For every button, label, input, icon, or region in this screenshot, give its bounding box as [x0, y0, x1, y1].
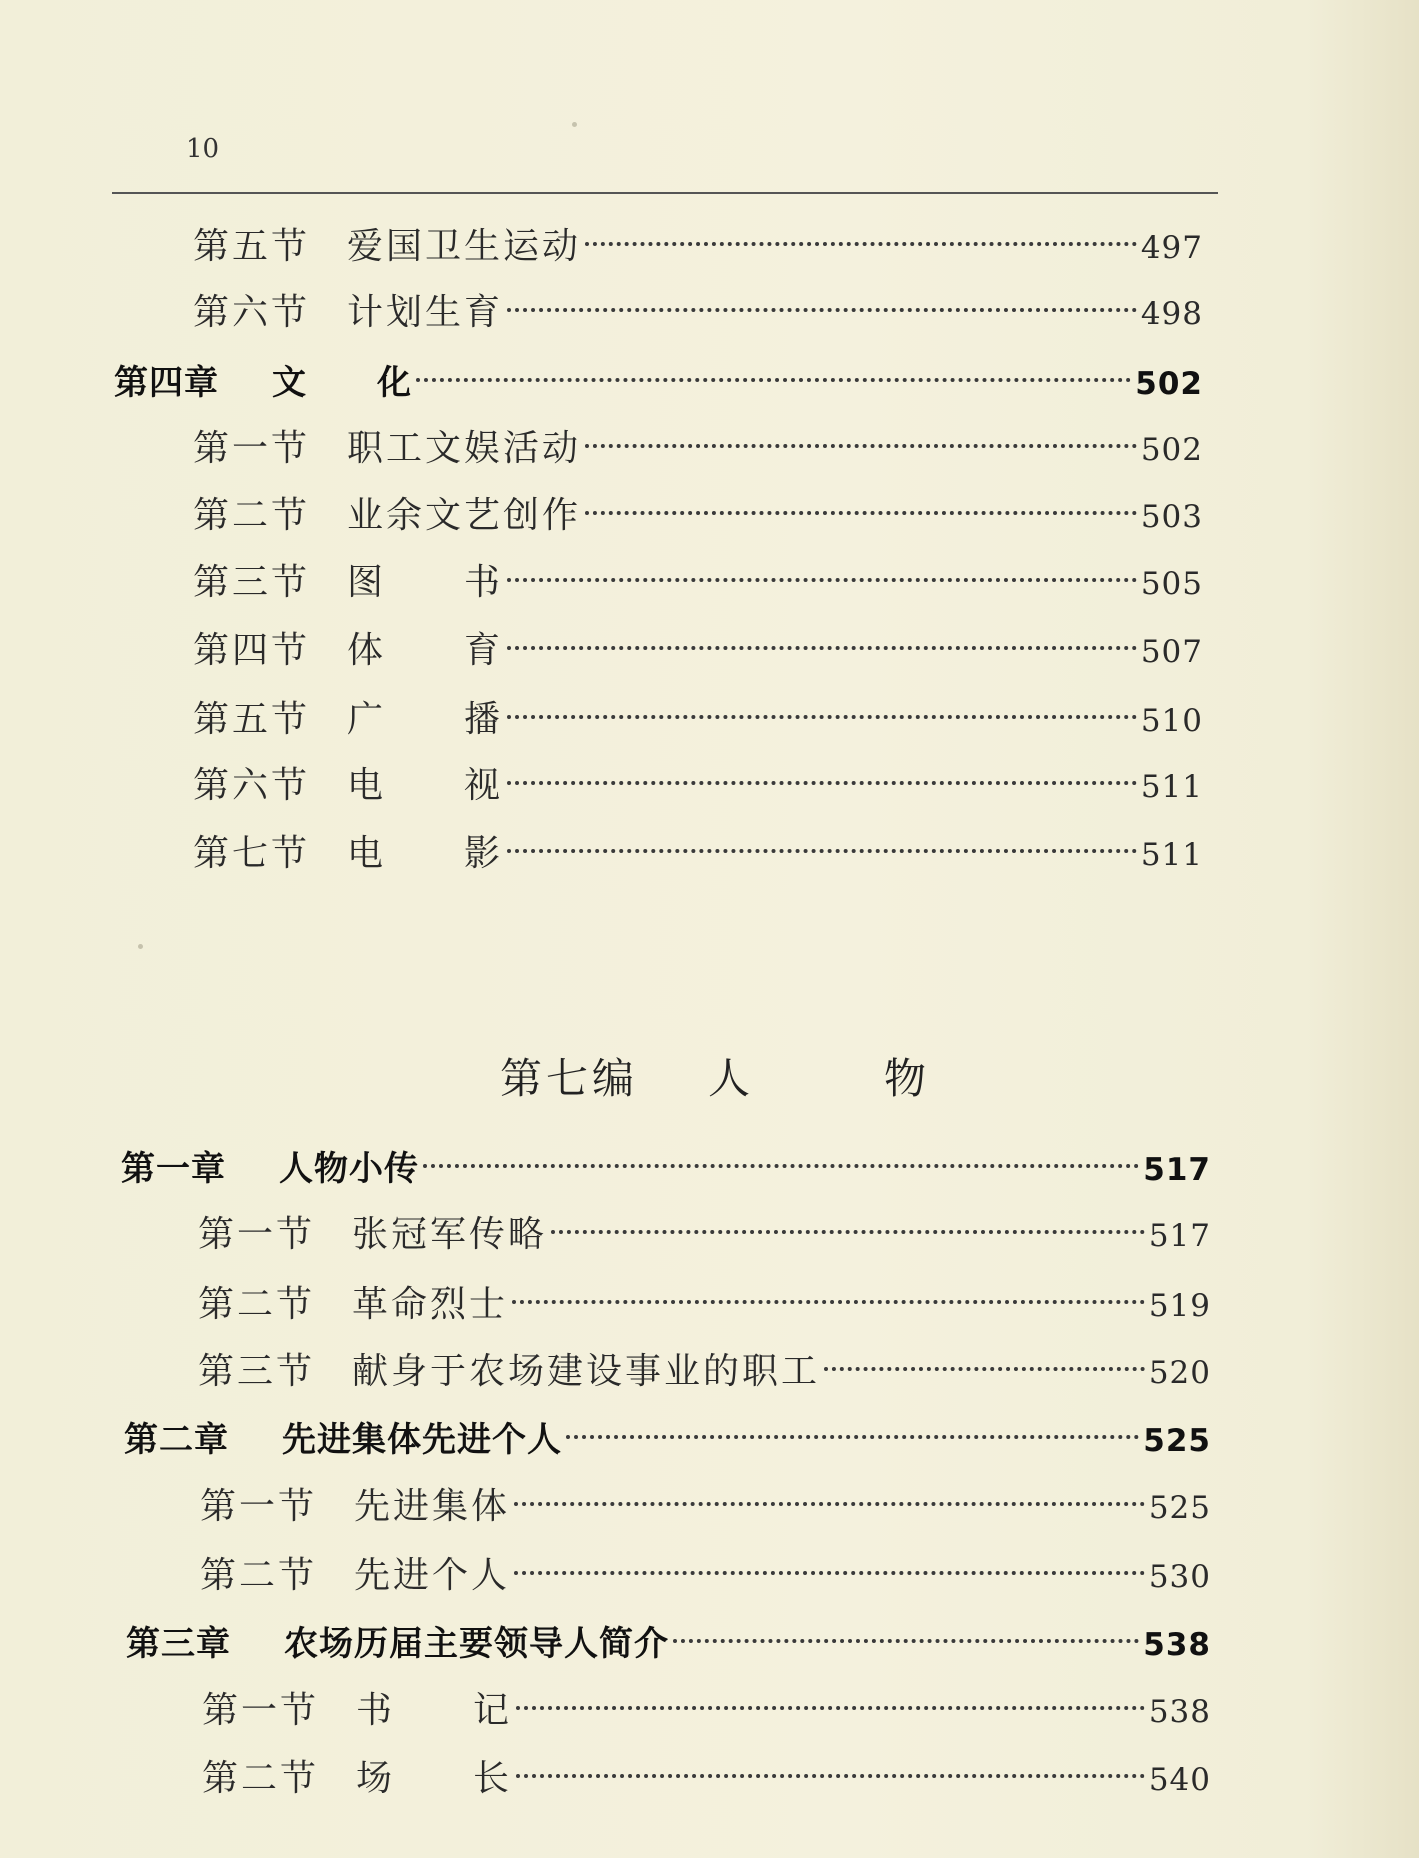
entry-page: 538 — [1148, 1694, 1211, 1730]
toc-entry[interactable] — [202, 1688, 1211, 1734]
toc-entry[interactable] — [200, 1484, 1211, 1530]
dot-leader — [585, 444, 1137, 448]
dot-leader — [507, 781, 1137, 785]
entry-title: 张冠军传略 — [352, 1214, 548, 1255]
entry-title: 计划生育 — [347, 292, 504, 333]
entry-page: 498 — [1140, 296, 1203, 332]
part-title-first: 人 — [708, 1054, 755, 1103]
entry-label: 第一节 — [198, 1214, 316, 1255]
entry-page: 517 — [1143, 1152, 1211, 1188]
dot-leader — [551, 1230, 1145, 1234]
entry-page: 525 — [1143, 1423, 1211, 1459]
entry-title: 业余文艺创作 — [347, 495, 582, 536]
dot-leader — [585, 242, 1137, 246]
toc-chapter-entry[interactable] — [126, 1621, 1211, 1667]
entry-label: 第一节 — [202, 1690, 320, 1731]
chapter-label: 第二章 — [124, 1420, 229, 1460]
entry-page: 520 — [1148, 1355, 1211, 1391]
toc-chapter-entry[interactable] — [114, 360, 1203, 406]
entry-label: 第二节 — [193, 495, 311, 536]
part-label: 第七编 — [500, 1054, 639, 1103]
entry-label: 第五节 — [193, 699, 311, 740]
entry-page: 502 — [1135, 366, 1203, 402]
entry-page: 540 — [1148, 1762, 1211, 1798]
entry-label: 第六节 — [193, 765, 311, 806]
entry-label: 第二节 — [198, 1284, 316, 1325]
entry-title: 先进集体 — [354, 1486, 511, 1527]
page-number: 10 — [186, 134, 220, 164]
chapter-title: 农场历届主要领导人简介 — [284, 1624, 669, 1664]
chapter-label: 第一章 — [121, 1149, 226, 1189]
toc-entry[interactable] — [193, 831, 1203, 877]
dot-leader — [416, 378, 1131, 382]
toc-entry[interactable] — [198, 1282, 1211, 1328]
entry-page: 517 — [1148, 1218, 1211, 1254]
toc-chapter-entry[interactable] — [124, 1417, 1211, 1463]
toc-chapter-entry[interactable] — [121, 1146, 1211, 1192]
chapter-title: 人物小传 — [279, 1149, 419, 1189]
entry-page: 511 — [1140, 837, 1203, 873]
dot-leader — [507, 578, 1137, 582]
entry-label: 第三节 — [193, 562, 311, 603]
dot-leader — [585, 511, 1137, 515]
dot-leader — [507, 849, 1137, 853]
toc-entry[interactable] — [198, 1349, 1211, 1395]
dot-leader — [423, 1164, 1139, 1168]
part-heading — [500, 1046, 930, 1106]
entry-title: 职工文娱活动 — [347, 428, 582, 469]
entry-page: 538 — [1143, 1627, 1211, 1663]
toc-entry[interactable] — [193, 628, 1203, 674]
dot-leader — [514, 1502, 1145, 1506]
toc-entry[interactable] — [193, 763, 1203, 809]
entry-page: 519 — [1148, 1288, 1211, 1324]
toc-entry[interactable] — [198, 1212, 1211, 1258]
chapter-title: 先进集体先进个人 — [282, 1420, 562, 1460]
entry-page: 505 — [1140, 566, 1203, 602]
entry-title: 电 视 — [347, 765, 504, 806]
entry-label: 第二节 — [202, 1758, 320, 1799]
paper-speck — [572, 122, 577, 127]
entry-label: 第一节 — [200, 1486, 318, 1527]
entry-page: 503 — [1140, 499, 1203, 535]
dot-leader — [516, 1706, 1145, 1710]
entry-title: 电 影 — [347, 833, 504, 874]
entry-page: 525 — [1148, 1490, 1211, 1526]
dot-leader — [514, 1571, 1145, 1575]
toc-entry[interactable] — [193, 224, 1203, 270]
entry-page: 530 — [1148, 1559, 1211, 1595]
chapter-label: 第三章 — [126, 1624, 231, 1664]
toc-entry[interactable] — [200, 1553, 1211, 1599]
entry-title: 广 播 — [347, 699, 504, 740]
toc-entry[interactable] — [202, 1756, 1211, 1802]
header-rule — [112, 192, 1218, 194]
entry-title: 体 育 — [347, 630, 504, 671]
entry-title: 场 长 — [356, 1758, 513, 1799]
dot-leader — [507, 646, 1137, 650]
toc-entry[interactable] — [193, 697, 1203, 743]
dot-leader — [824, 1367, 1145, 1371]
toc-entry[interactable] — [193, 560, 1203, 606]
entry-title: 革命烈士 — [352, 1284, 509, 1325]
part-title-second: 物 — [884, 1054, 931, 1103]
chapter-label: 第四章 — [114, 363, 219, 403]
dot-leader — [507, 308, 1137, 312]
toc-entry[interactable] — [193, 426, 1203, 472]
entry-page: 510 — [1140, 703, 1203, 739]
dot-leader — [673, 1639, 1139, 1643]
dot-leader — [516, 1774, 1145, 1778]
entry-label: 第一节 — [193, 428, 311, 469]
entry-title: 书 记 — [356, 1690, 513, 1731]
toc-entry[interactable] — [193, 493, 1203, 539]
dot-leader — [507, 715, 1137, 719]
entry-page: 507 — [1140, 634, 1203, 670]
toc-entry[interactable] — [193, 290, 1203, 336]
entry-title: 图 书 — [347, 562, 504, 603]
paper-speck — [138, 944, 143, 949]
entry-label: 第三节 — [198, 1351, 316, 1392]
entry-page: 511 — [1140, 769, 1203, 805]
entry-title: 爱国卫生运动 — [347, 226, 582, 267]
entry-title: 先进个人 — [354, 1555, 511, 1596]
entry-label: 第六节 — [193, 292, 311, 333]
dot-leader — [566, 1435, 1139, 1439]
entry-label: 第五节 — [193, 226, 311, 267]
entry-page: 502 — [1140, 432, 1203, 468]
entry-label: 第七节 — [193, 833, 311, 874]
entry-label: 第二节 — [200, 1555, 318, 1596]
entry-label: 第四节 — [193, 630, 311, 671]
dot-leader — [512, 1300, 1145, 1304]
entry-title: 献身于农场建设事业的职工 — [352, 1351, 821, 1392]
chapter-title: 文 化 — [272, 363, 412, 403]
entry-page: 497 — [1140, 230, 1203, 266]
